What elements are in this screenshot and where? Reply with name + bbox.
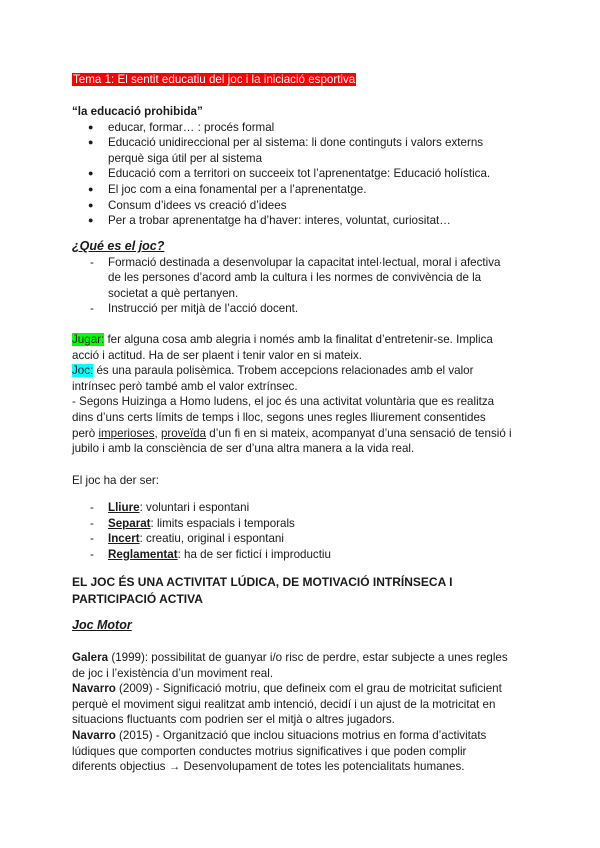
que-es-heading: ¿Qué es el joc?	[72, 239, 165, 253]
que-es-list	[72, 255, 512, 317]
joc-traits-block	[72, 500, 512, 562]
list-item: ● educar, formar… : procés formal	[72, 120, 512, 136]
educacio-list	[72, 120, 512, 229]
educacio-section	[72, 104, 512, 229]
jugar-term: Jugar:	[72, 333, 105, 346]
authors-section	[72, 650, 512, 775]
list-item: - Lliure: voluntari i espontani	[72, 500, 512, 516]
joc-traits-list	[72, 500, 512, 562]
list-item: ● Educació unidireccional per al sistema: li done continguts i valors externs perquè siga útil per al sistema	[72, 135, 512, 166]
list-item: ● Per a trobar aprenentatge ha d’haver: interes, voluntat, curiositat…	[72, 213, 512, 229]
topic-title-block	[72, 72, 512, 88]
author-paragraph: Navarro (2015) - Organització que inclou situacions motrius en forma d’activitats lúdiques que comporten conductes motrius significatives i que poden complir diferents objectius → Desenvolupament de totes les potencialitats humanes.	[72, 728, 487, 774]
caps-heading-block	[72, 574, 522, 607]
educacio-heading: “la educació prohibida”	[72, 105, 203, 118]
topic-title: Tema 1: El sentit educatiu del joc i la iniciació esportiva	[73, 73, 356, 86]
huizinga-paragraph: - Segons Huizinga a Homo ludens, el joc és una activitat voluntària que es realitza dins d’uns certs límits de temps i lloc, segons unes regles lliurement consentides però imperioses, proveïda d’un fi en si mateix, acompanyat d’una sensació de tensió i jubilo i amb la consciència de ser d’una altra manera a la vida real.	[72, 395, 512, 456]
joc-traits-section	[72, 473, 512, 489]
list-item: - Separat: limits espacials i temporals	[72, 516, 512, 532]
joc-definition: Joc: és una paraula polisèmica. Trobem accepcions relacionades amb el valor intrínsec però també amb el valor extrínsec.	[72, 364, 474, 393]
definitions-section	[72, 332, 512, 457]
author-paragraph: Navarro (2009) - Significació motriu, que defineix com el grau de motricitat suficient perquè el moviment sigui realitzat amb intenció, decidí i un ajust de la motricitat en situacions fluctuants com podrien ser el mitjà o altres jugadors.	[72, 682, 502, 727]
que-es-section	[72, 239, 512, 317]
joc-traits-intro: El joc ha der ser:	[72, 474, 159, 487]
list-item: - Incert: creatiu, original i espontani	[72, 531, 512, 547]
author-paragraph: Galera (1999): possibilitat de guanyar i/o risc de perdre, estar subjecte a unes regles de joc i l’existència d’un moviment real.	[72, 651, 508, 680]
section-heading: EL JOC ÉS UNA ACTIVITAT LÚDICA, DE MOTIVACIÓ INTRÍNSECA I PARTICIPACIÓ ACTIVA	[72, 575, 453, 606]
list-item: - Reglamentat: ha de ser ficticí i improductiu	[72, 547, 512, 563]
list-item: ● Educació com a territori on succeeix tot l’aprenentatge: Educació holística.	[72, 166, 512, 182]
joc-term: Joc:	[72, 364, 94, 378]
joc-motor-heading: Joc Motor	[72, 618, 132, 632]
jugar-definition: Jugar: fer alguna cosa amb alegria i només amb la finalitat d’entretenir-se. Implica acció i actitud. Ha de ser plaent i tenir valor en si mateix.	[72, 333, 493, 362]
joc-motor-heading-block	[72, 618, 512, 634]
list-item: - Instrucció per mitjà de l’acció docent.	[72, 301, 512, 317]
list-item: ● Consum d’idees vs creació d’idees	[72, 198, 512, 214]
list-item: - Formació destinada a desenvolupar la capacitat intel·lectual, moral i afectiva de les persones d’acord amb la cultura i les normes de convivència de la societat a què pertanyen.	[72, 255, 512, 302]
list-item: ● El joc com a eina fonamental per a l’aprenentatge.	[72, 182, 512, 198]
